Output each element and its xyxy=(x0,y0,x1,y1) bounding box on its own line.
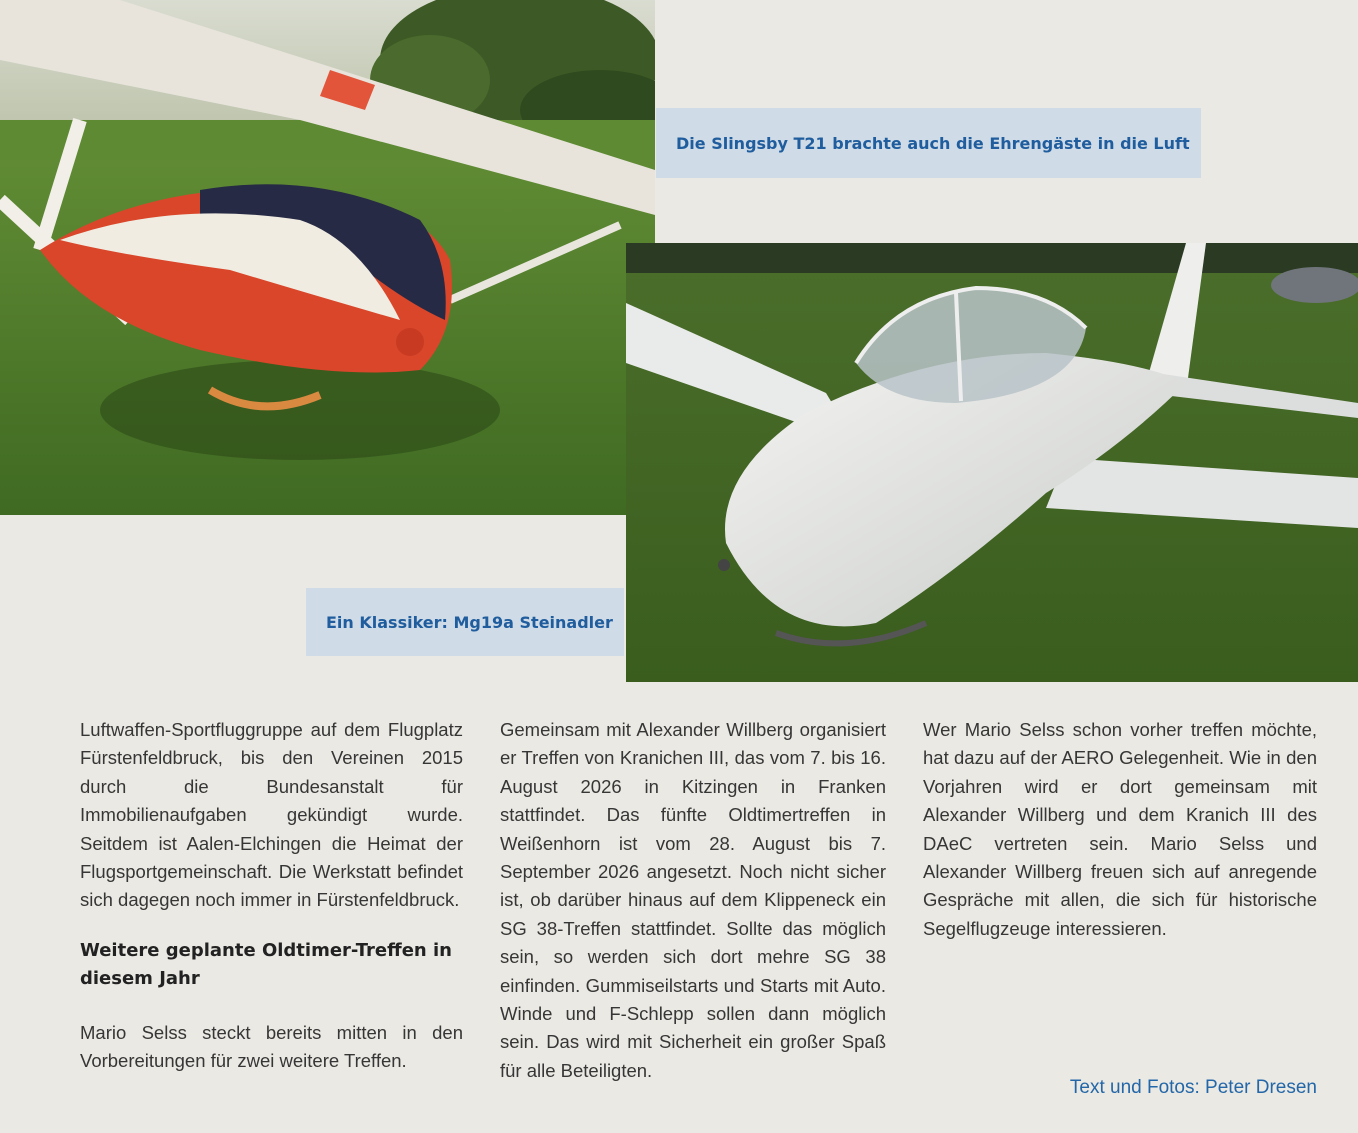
paragraph: Luftwaffen-Sportfluggruppe auf dem Flugplatz Fürstenfeldbruck, bis den Vereinen 2015 durch die Bundesanstalt für Immobilienaufgaben gekündigt wurde. Seitdem ist Aalen-Elchingen die Heimat der Flugsportgemeinschaft. Die Werkstatt befindet sich dagegen noch immer in Fürstenfeldbruck. xyxy=(80,719,463,911)
text-column-3 xyxy=(923,716,1317,943)
text-column-2 xyxy=(500,716,886,1085)
glider-photo-left-illustration xyxy=(0,0,655,515)
paragraph: Mario Selss steckt bereits mitten in den Vorbereitungen für zwei weitere Treffen. xyxy=(80,1021,463,1072)
photo-slingsby-t21 xyxy=(626,243,1358,682)
text-column-1 xyxy=(80,716,463,1076)
photo-credit: Text und Fotos: Peter Dresen xyxy=(1069,1077,1317,1098)
caption-steinadler: Ein Klassiker: Mg19a Steinadler xyxy=(306,588,624,656)
glider-photo-right-illustration xyxy=(626,243,1358,682)
paragraph: Gemeinsam mit Alexander Willberg organisiert er Treffen von Kranichen III, das vom 7. bis 16. August 2026 in Kitzingen in Franken stattfindet. Das fünfte Oldtimertreffen in Weißenhorn ist vom 28. August bis 7. September 2026 angesetzt. Noch nicht sicher ist, ob darüber hinaus auf dem Klippeneck ein SG 38-Treffen stattfindet. Sollte das möglich sein, so werden sich dort mehre SG 38 einfinden. Gummiseilstarts und Starts mit Auto. Winde und F-Schlepp sollen dann möglich sein. Das wird mit Sicherheit ein großer Spaß für alle Beteiligten. xyxy=(500,719,886,1081)
paragraph: Wer Mario Selss schon vorher treffen möchte, hat dazu auf der AERO Gelegenheit. Wie in den Vorjahren wird er dort gemeinsam mit Alexander Willberg und dem Kranich III des DAeC vertreten sein. Mario Selss und Alexander Willberg freuen sich auf anregende Gespräche mit allen, die sich für historische Segelflugzeuge interessieren. xyxy=(923,719,1317,939)
section-subheading: Weitere geplante Oldtimer-Treffen in diesem Jahr xyxy=(80,939,452,989)
photo-mg19a-steinadler xyxy=(0,0,655,515)
caption-slingsby: Die Slingsby T21 brachte auch die Ehrengäste in die Luft xyxy=(656,108,1201,178)
